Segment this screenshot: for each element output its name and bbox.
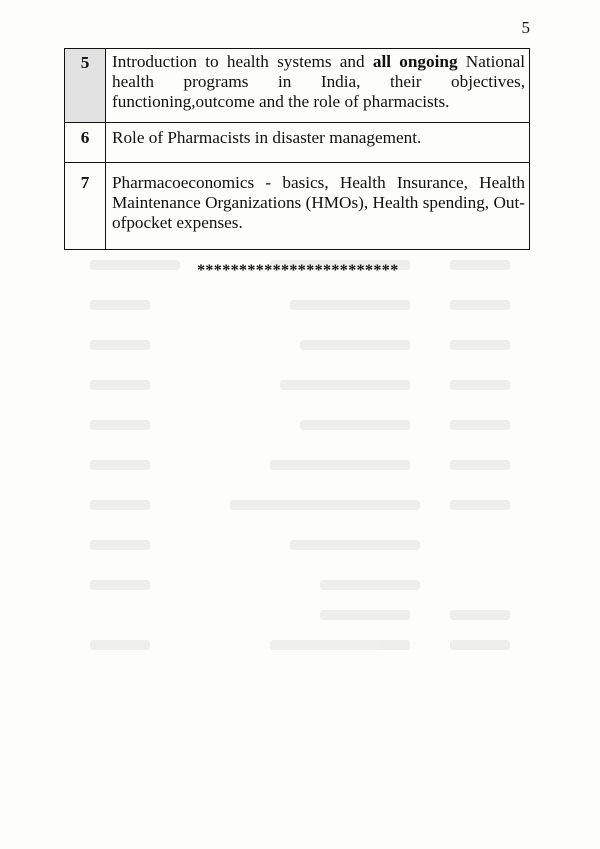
syllabus-table xyxy=(64,48,530,250)
row-description: Pharmacoeconomics - basics, Health Insurance, Health Maintenance Organizations (HMOs), Health spending, Out-ofpocket expenses. xyxy=(106,163,530,250)
table-row xyxy=(65,49,530,123)
row-description: Role of Pharmacists in disaster management. xyxy=(106,123,530,163)
row-text-bold: all ongoing xyxy=(372,52,458,71)
page-number: 5 xyxy=(521,18,530,37)
table-row xyxy=(65,163,530,250)
row-number: 7 xyxy=(65,163,106,250)
row-text: Introduction to health systems and xyxy=(112,52,373,71)
section-separator: ************************ xyxy=(197,262,399,279)
row-number: 6 xyxy=(65,123,106,163)
bleed-through-background xyxy=(70,250,550,650)
row-text: National health programs in India, their objectives, functioning,outcome and the role of pharmacists. xyxy=(112,52,525,111)
row-number: 5 xyxy=(65,49,106,123)
table-row xyxy=(65,123,530,163)
row-description xyxy=(106,49,530,123)
